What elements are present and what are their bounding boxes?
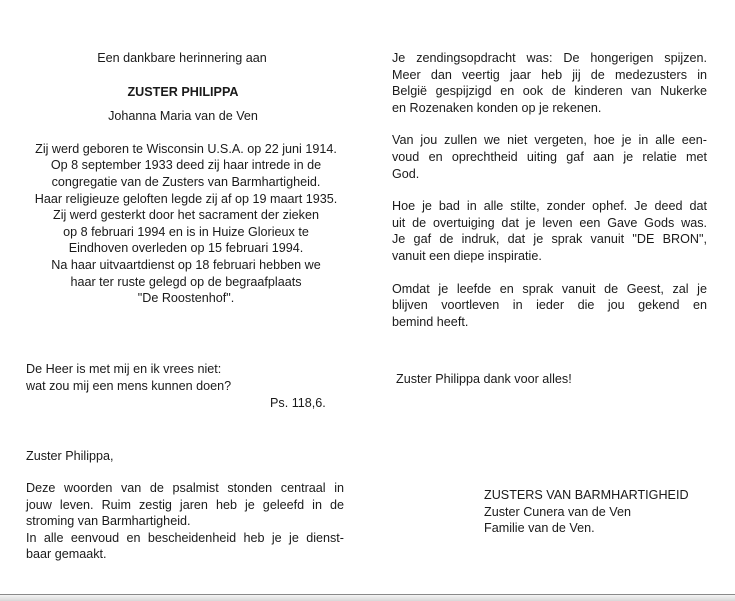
body-line: stroming van Barmhartigheid. — [26, 514, 191, 529]
text-line: voud en oprechtheid uiting gaf aan je relatie met — [392, 149, 707, 164]
bio-line: Zij werd gesterkt door het sacrament der zieken — [53, 208, 319, 223]
paragraph-spirit — [392, 281, 707, 331]
text-line: Omdat je leefde en sprak vanuit de Geest, zal je — [392, 281, 707, 296]
text-line: België gespijzigd en ook de kinderen van Nukerke — [392, 84, 707, 99]
deceased-name: ZUSTER PHILIPPA — [127, 84, 239, 99]
left-column — [26, 50, 348, 307]
bio-line: haar ter ruste gelegd op de begraafplaats — [70, 274, 302, 289]
paragraph-prayer — [392, 198, 707, 264]
bio-line: congregatie van de Zusters van Barmhartigheid. — [51, 174, 321, 189]
psalm-line: De Heer is met mij en ik vrees niet: — [26, 362, 222, 376]
text-line: God. — [392, 166, 420, 181]
text-line: bemind heeft. — [392, 314, 469, 329]
paragraph-remembrance — [392, 132, 707, 182]
text-line: Meer dan veertig jaar heb jij de medezusters in — [392, 67, 707, 82]
bio-line: "De Roostenhof". — [137, 291, 235, 306]
bio-line: Na haar uitvaartdienst op 18 februari hebben we — [51, 257, 321, 272]
paragraph-mission — [392, 50, 707, 116]
text-line: Van jou zullen we niet vergeten, hoe je in alle een- — [392, 133, 707, 148]
signature-line: Familie van de Ven. — [484, 521, 595, 536]
psalm-quote — [26, 361, 231, 394]
right-column — [392, 50, 707, 330]
bio-line: Op 8 september 1933 deed zij haar intrede in de — [50, 158, 322, 173]
intro-text: Een dankbare herinnering aan — [97, 51, 267, 65]
signature-block — [484, 487, 689, 537]
bio-line: op 8 februari 1994 en is in Huize Glorieux te — [63, 224, 309, 239]
text-line: Je zendingsopdracht was: De hongerigen spijzen. — [392, 51, 707, 65]
biography — [24, 141, 348, 307]
salutation: Zuster Philippa, — [26, 449, 114, 463]
closing-text — [26, 480, 344, 563]
text-line: blijven voortleven in ieder die jou gekend en — [392, 298, 707, 313]
card-edge — [0, 595, 735, 601]
body-line: Deze woorden van de psalmist stonden centraal in — [26, 481, 344, 495]
text-line: Je gaf de indruk, dat je sprak vanuit "DE BRON", — [392, 232, 707, 247]
signature-line: ZUSTERS VAN BARMHARTIGHEID — [484, 488, 689, 502]
psalm-line: wat zou mij een mens kunnen doen? — [26, 378, 232, 393]
thanks-line: Zuster Philippa dank voor alles! — [396, 372, 572, 386]
body-line: jouw leven. Ruim zestig jaren heb je geleefd in de — [26, 497, 344, 512]
body-line: baar gemaakt. — [26, 547, 107, 562]
bio-line: Haar religieuze geloften legde zij af op 19 maart 1935. — [34, 191, 338, 206]
text-line: en Rozenaken konden op je rekenen. — [392, 100, 602, 115]
bio-line: Zij werd geboren te Wisconsin U.S.A. op 22 juni 1914. — [35, 141, 337, 156]
psalm-reference: Ps. 118,6. — [270, 396, 326, 410]
text-line: Hoe je bad in alle stilte, zonder ophef. Je deed dat — [392, 199, 707, 214]
text-line: uit de overtuiging dat je leven een Gave Gods was. — [392, 215, 707, 230]
bio-line: Eindhoven overleden op 15 februari 1994. — [68, 241, 304, 256]
signature-line: Zuster Cunera van de Ven — [484, 504, 632, 519]
deceased-fullname: Johanna Maria van de Ven — [108, 109, 258, 124]
body-line: In alle eenvoud en bescheidenheid heb je je dienst- — [26, 530, 344, 545]
text-line: vanuit een diepe inspiratie. — [392, 248, 542, 263]
